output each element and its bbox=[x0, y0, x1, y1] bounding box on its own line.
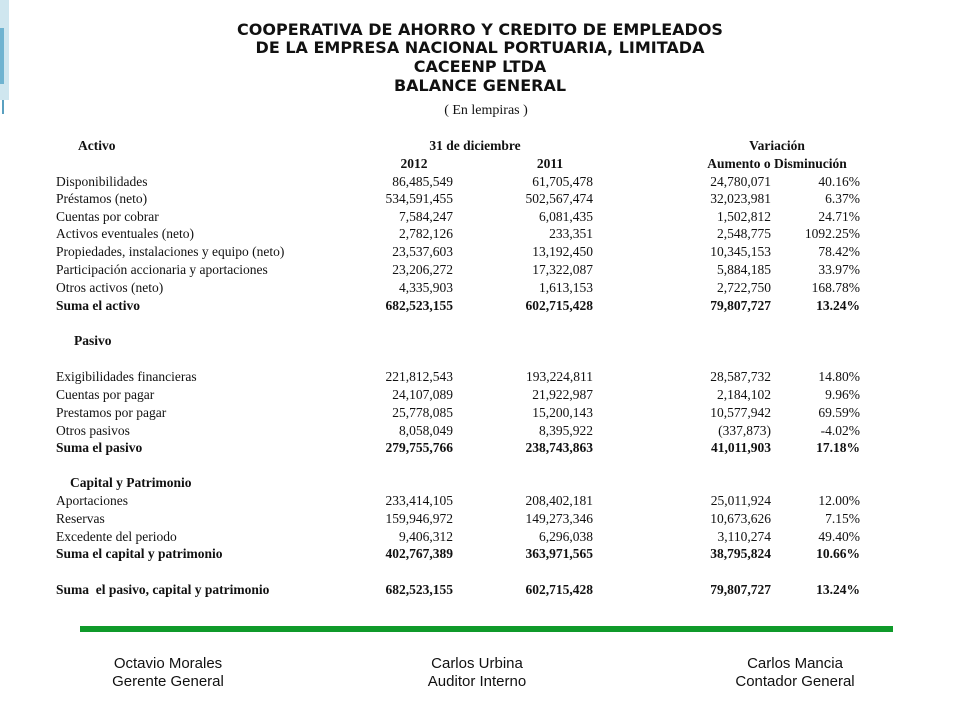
row-label: Excedente del periodo bbox=[56, 529, 177, 544]
variation-amount: 2,184,102 bbox=[717, 387, 771, 402]
value-2012: 9,406,312 bbox=[399, 529, 453, 544]
row-label: Aportaciones bbox=[56, 493, 128, 508]
value-2012: 23,206,272 bbox=[392, 262, 453, 277]
variation-percent: 6.37% bbox=[825, 191, 860, 206]
variation-percent: 49.40% bbox=[818, 529, 860, 544]
value-2011: 13,192,450 bbox=[532, 244, 593, 259]
variation-heading: Variación bbox=[749, 138, 805, 153]
row-label: Disponibilidades bbox=[56, 174, 148, 189]
value-2011: 233,351 bbox=[549, 226, 593, 241]
value-2011: 1,613,153 bbox=[539, 280, 593, 295]
variation-percent: 168.78% bbox=[811, 280, 860, 295]
variation-amount: 10,577,942 bbox=[710, 405, 771, 420]
row-label: Exigibilidades financieras bbox=[56, 369, 197, 384]
variation-amount: 3,110,274 bbox=[717, 529, 771, 544]
variation-percent: 78.42% bbox=[818, 244, 860, 259]
value-2011: 502,567,474 bbox=[525, 191, 593, 206]
date-heading: 31 de diciembre bbox=[429, 138, 521, 153]
total-variation-amount: 38,795,824 bbox=[710, 546, 771, 561]
variation-percent: 69.59% bbox=[818, 405, 860, 420]
grand-total-variation-amount: 79,807,727 bbox=[710, 582, 771, 597]
row-label: Préstamos (neto) bbox=[56, 191, 148, 206]
variation-amount: 1,502,812 bbox=[717, 209, 771, 224]
variation-percent: 24.71% bbox=[818, 209, 860, 224]
value-2011: 149,273,346 bbox=[525, 511, 593, 526]
value-2011: 17,322,087 bbox=[532, 262, 593, 277]
total-2012: 279,755,766 bbox=[385, 440, 453, 455]
variation-percent: 7.15% bbox=[825, 511, 860, 526]
value-2012: 159,946,972 bbox=[385, 511, 453, 526]
row-label: Propiedades, instalaciones y equipo (neto) bbox=[56, 244, 285, 259]
total-label: Suma el pasivo bbox=[56, 440, 143, 455]
value-2012: 7,584,247 bbox=[399, 209, 453, 224]
activo-heading: Activo bbox=[78, 138, 116, 153]
company-name-line-2: DE LA EMPRESA NACIONAL PORTUARIA, LIMITADA bbox=[255, 38, 705, 57]
total-label: Suma el activo bbox=[56, 298, 140, 313]
total-label: Suma el capital y patrimonio bbox=[56, 546, 223, 561]
value-2012: 2,782,126 bbox=[399, 226, 453, 241]
capital-heading: Capital y Patrimonio bbox=[70, 475, 192, 490]
variation-amount: 25,011,924 bbox=[710, 493, 771, 508]
total-variation-amount: 79,807,727 bbox=[710, 298, 771, 313]
variation-percent: 14.80% bbox=[818, 369, 860, 384]
value-2011: 208,402,181 bbox=[525, 493, 593, 508]
row-label: Reservas bbox=[56, 511, 105, 526]
company-abbreviation: CACEENP LTDA bbox=[413, 57, 547, 76]
variation-amount: 5,884,185 bbox=[717, 262, 771, 277]
variation-subheading: Aumento o Disminución bbox=[707, 156, 847, 171]
variation-percent: 33.97% bbox=[818, 262, 860, 277]
variation-percent: 40.16% bbox=[818, 174, 860, 189]
total-variation-percent: 10.66% bbox=[816, 546, 860, 561]
variation-amount: 10,345,153 bbox=[710, 244, 771, 259]
value-2011: 6,296,038 bbox=[539, 529, 593, 544]
row-label: Prestamos por pagar bbox=[56, 405, 167, 420]
total-variation-amount: 41,011,903 bbox=[710, 440, 771, 455]
grand-total-label: Suma el pasivo, capital y patrimonio bbox=[56, 582, 270, 597]
green-divider bbox=[80, 626, 893, 632]
value-2012: 24,107,089 bbox=[392, 387, 453, 402]
variation-percent: 9.96% bbox=[825, 387, 860, 402]
value-2011: 193,224,811 bbox=[526, 369, 593, 384]
grand-total-variation-percent: 13.24% bbox=[816, 582, 860, 597]
currency-note: ( En lempiras ) bbox=[444, 103, 528, 118]
value-2012: 86,485,549 bbox=[392, 174, 453, 189]
value-2012: 4,335,903 bbox=[399, 280, 453, 295]
signatory-name: Carlos Urbina bbox=[431, 655, 523, 672]
value-2011: 6,081,435 bbox=[539, 209, 593, 224]
variation-amount: 28,587,732 bbox=[710, 369, 771, 384]
signature-block bbox=[98, 655, 238, 691]
total-variation-percent: 17.18% bbox=[816, 440, 860, 455]
value-2012: 221,812,543 bbox=[385, 369, 453, 384]
signatory-title: Contador General bbox=[735, 673, 855, 690]
signatory-name: Octavio Morales bbox=[113, 655, 223, 672]
signature-block bbox=[720, 655, 870, 691]
signatory-name: Carlos Mancia bbox=[747, 655, 843, 672]
row-label: Cuentas por pagar bbox=[56, 387, 155, 402]
variation-percent: 1092.25% bbox=[804, 226, 860, 241]
variation-percent: 12.00% bbox=[818, 493, 860, 508]
value-2012: 23,537,603 bbox=[392, 244, 453, 259]
year-2012-heading: 2012 bbox=[400, 156, 428, 171]
value-2011: 21,922,987 bbox=[532, 387, 593, 402]
row-label: Participación accionaria y aportaciones bbox=[56, 262, 268, 277]
variation-percent: -4.02% bbox=[820, 423, 860, 438]
value-2012: 8,058,049 bbox=[399, 423, 453, 438]
variation-amount: 10,673,626 bbox=[710, 511, 771, 526]
company-name-line-1: COOPERATIVA DE AHORRO Y CREDITO DE EMPLEADOS bbox=[237, 20, 723, 39]
total-2011: 363,971,565 bbox=[525, 546, 593, 561]
row-label: Cuentas por cobrar bbox=[56, 209, 159, 224]
total-2011: 602,715,428 bbox=[525, 298, 593, 313]
variation-amount: 32,023,981 bbox=[710, 191, 771, 206]
variation-amount: 2,722,750 bbox=[717, 280, 771, 295]
value-2011: 8,395,922 bbox=[539, 423, 593, 438]
signature-block bbox=[407, 655, 547, 691]
row-label: Otros pasivos bbox=[56, 423, 130, 438]
grand-total-2012: 682,523,155 bbox=[385, 582, 453, 597]
grand-total-2011: 602,715,428 bbox=[525, 582, 593, 597]
variation-amount: (337,873) bbox=[718, 423, 771, 438]
variation-amount: 24,780,071 bbox=[710, 174, 771, 189]
value-2011: 15,200,143 bbox=[532, 405, 593, 420]
statement-title: BALANCE GENERAL bbox=[393, 76, 567, 95]
value-2012: 534,591,455 bbox=[385, 191, 453, 206]
total-2012: 682,523,155 bbox=[385, 298, 453, 313]
total-2012: 402,767,389 bbox=[385, 546, 453, 561]
variation-amount: 2,548,775 bbox=[717, 226, 771, 241]
row-label: Activos eventuales (neto) bbox=[56, 226, 194, 241]
row-label: Otros activos (neto) bbox=[56, 280, 164, 295]
total-variation-percent: 13.24% bbox=[816, 298, 860, 313]
value-2011: 61,705,478 bbox=[532, 174, 593, 189]
signatory-title: Gerente General bbox=[112, 673, 224, 690]
year-2011-heading: 2011 bbox=[536, 156, 564, 171]
value-2012: 233,414,105 bbox=[385, 493, 453, 508]
total-2011: 238,743,863 bbox=[525, 440, 593, 455]
value-2012: 25,778,085 bbox=[392, 405, 453, 420]
pasivo-heading: Pasivo bbox=[74, 333, 112, 348]
signatory-title: Auditor Interno bbox=[427, 673, 527, 690]
